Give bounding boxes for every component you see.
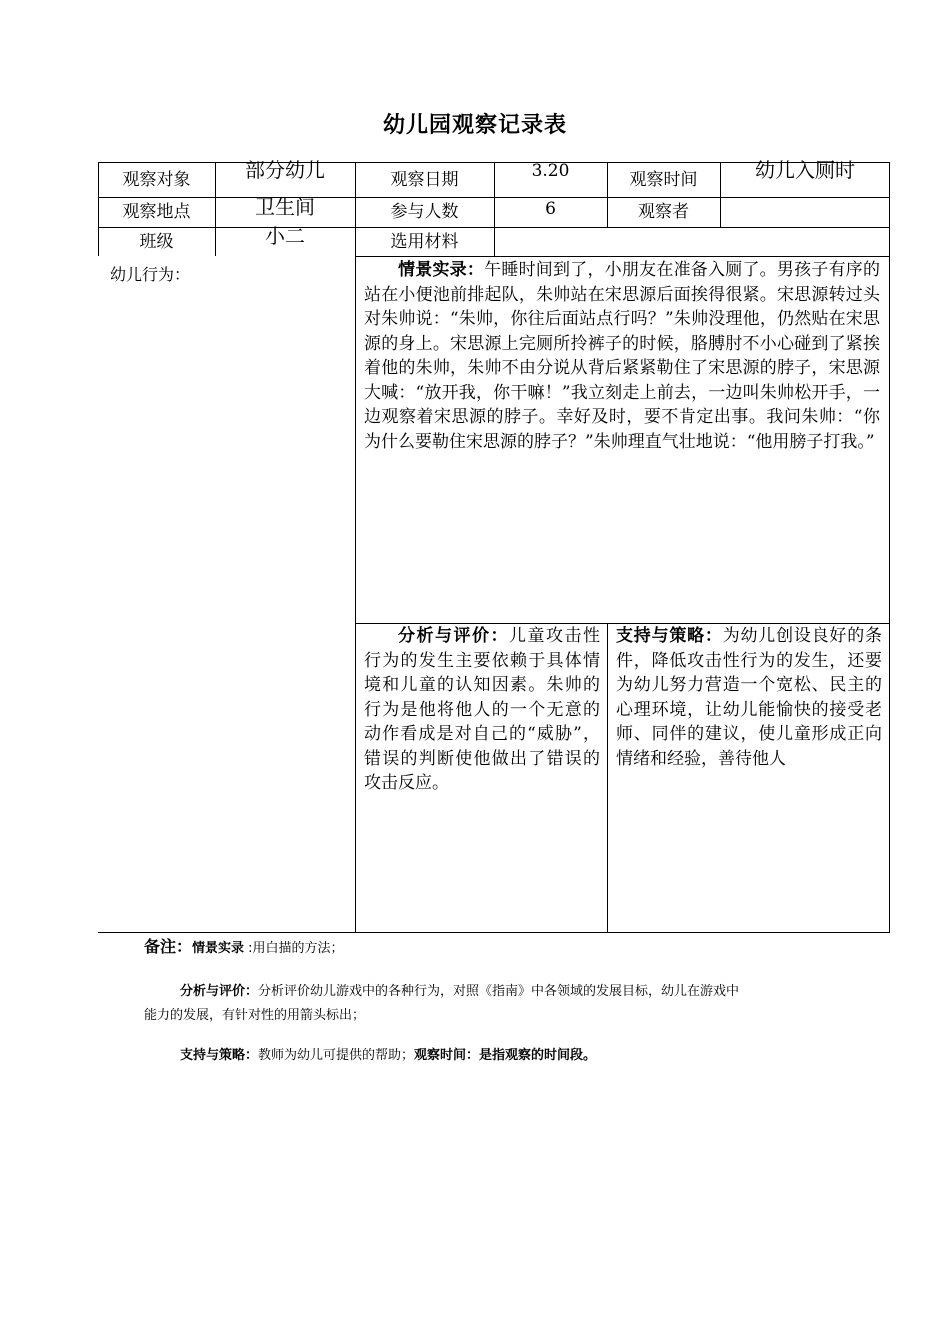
place-value: 卫生间 bbox=[255, 195, 315, 219]
observer-label: 观察者 bbox=[638, 202, 689, 222]
date-value: 3.20 bbox=[531, 160, 570, 181]
analysis-section bbox=[364, 624, 600, 796]
note-3-text: 教师为幼儿可提供的帮助； bbox=[258, 1048, 415, 1063]
time-label: 观察时间 bbox=[629, 169, 698, 190]
note-3-label: 支持与策略： bbox=[180, 1048, 259, 1063]
note-2-continued: 能力的发展，有针对性的用箭头标出； bbox=[144, 1008, 366, 1023]
place-label: 观察地点 bbox=[122, 202, 191, 222]
record-label: 情景实录： bbox=[398, 260, 485, 280]
observer-value bbox=[720, 198, 890, 227]
note-3-text-2: 是指观察的时间段。 bbox=[479, 1048, 597, 1063]
strategy-label: 支持与策略： bbox=[616, 626, 723, 646]
note-2-text: 分析评价幼儿游戏中的各种行为，对照《指南》中各领域的发展目标，幼儿在游戏中 bbox=[258, 984, 740, 999]
note-1 bbox=[144, 936, 344, 960]
strategy-text: 为幼儿创设良好的条件，降低攻击性行为的发生，还要为幼儿努力营造一个宽松、民主的心理环境，让幼儿能愉快的接受老师、同伴的建议，使儿童形成正向情绪和经验，善待他人 bbox=[616, 626, 883, 769]
note-3-label-2: 观察时间： bbox=[414, 1048, 480, 1063]
note-1-text: :用白描的方法； bbox=[248, 941, 344, 956]
material-label: 选用材料 bbox=[390, 231, 459, 252]
count-label: 参与人数 bbox=[390, 202, 459, 222]
note-3 bbox=[180, 1045, 596, 1067]
time-value: 幼儿入厕时 bbox=[755, 158, 855, 182]
class-value: 小二 bbox=[265, 224, 305, 248]
behavior-label: 幼儿行为： bbox=[110, 265, 191, 284]
count-value: 6 bbox=[545, 198, 556, 219]
note-2-label: 分析与评价： bbox=[180, 984, 259, 999]
notes-heading: 备注： bbox=[144, 937, 193, 956]
date-label: 观察日期 bbox=[390, 169, 459, 190]
situation-record bbox=[364, 258, 880, 454]
analysis-label: 分析与评价： bbox=[398, 626, 509, 646]
note-2 bbox=[180, 981, 739, 1003]
page-title: 幼儿园观察记录表 bbox=[382, 113, 567, 138]
subject-value: 部分幼儿 bbox=[245, 158, 325, 182]
analysis-text: 儿童攻击性行为的发生主要依赖于具体情境和儿童的认知因素。朱帅的行为是他将他人的一个无意的动作看成是对自己的“威胁”，错误的判断使他做出了错误的攻击反应。 bbox=[364, 626, 600, 793]
subject-label: 观察对象 bbox=[122, 169, 191, 190]
class-label: 班级 bbox=[139, 231, 174, 252]
material-value bbox=[494, 228, 889, 256]
record-text: 午睡时间到了，小朋友在准备入厕了。男孩子有序的站在小便池前排起队，朱帅站在宋思源后面挨得很紧。宋思源转过头对朱帅说：“朱帅，你往后面站点行吗？”朱帅没理他，仍然贴在宋思源的身上。宋思源上完厕所拎裤子的时候，胳膊肘不小心碰到了紧挨着他的朱帅，朱帅不由分说从背后紧紧勒住了宋思源的脖子，宋思源大喊：“放开我，你干嘛！”我立刻走上前去，一边叫朱帅松开手，一边观察着宋思源的脖子。幸好及时，要不肯定出事。我问朱帅：“你为什么要勒住宋思源的脖子？”朱帅理直气壮地说：“他用膀子打我。” bbox=[364, 260, 881, 452]
strategy-section bbox=[616, 624, 882, 771]
note-1-label: 情景实录 bbox=[192, 941, 245, 956]
